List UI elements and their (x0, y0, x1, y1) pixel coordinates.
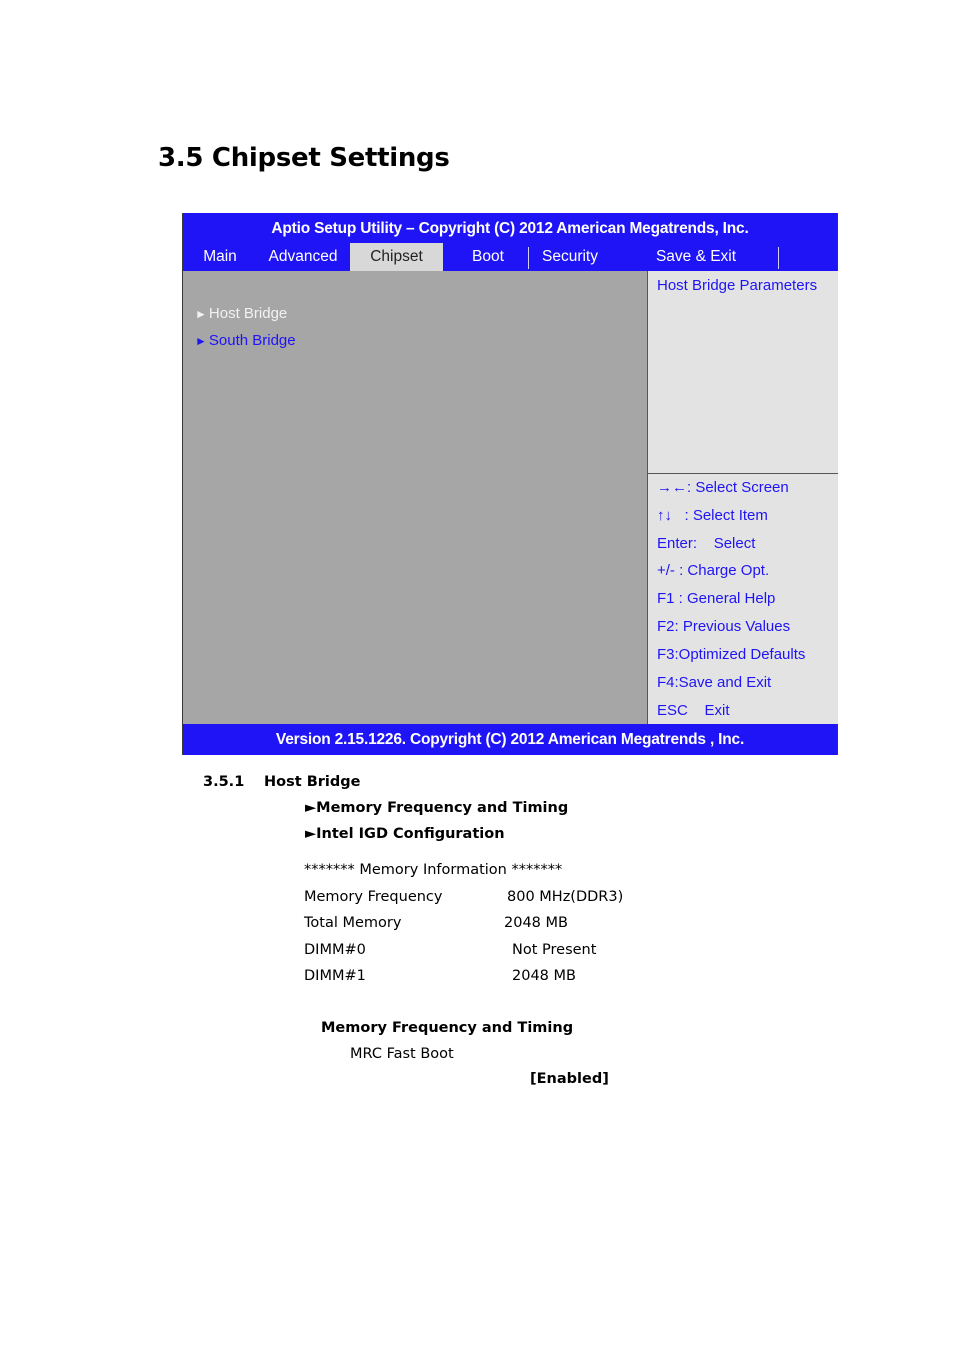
help-title: Host Bridge Parameters (657, 277, 818, 294)
tab-advanced[interactable]: Advanced (268, 248, 338, 265)
bios-help-pane (647, 271, 838, 724)
key-hint: +/- : Charge Opt. (657, 562, 770, 579)
key-hint: →←: Select Screen (657, 479, 789, 496)
arrow-right-icon: ► (195, 334, 207, 348)
tab-chipset[interactable]: Chipset (350, 243, 443, 271)
tab-boot[interactable]: Boot (472, 248, 504, 265)
memory-label: Memory Frequency (304, 889, 443, 905)
bios-title-bar: Aptio Setup Utility – Copyright (C) 2012 American Megatrends, Inc. (183, 213, 837, 243)
mrc-fast-boot-label: MRC Fast Boot (350, 1046, 454, 1062)
memory-value: 2048 MB (512, 968, 576, 984)
mrc-fast-boot-value: [Enabled] (530, 1071, 609, 1087)
menu-item-host-bridge[interactable]: ► Host Bridge (195, 305, 288, 322)
bios-footer-bar: Version 2.15.1226. Copyright (C) 2012 American Megatrends , Inc. (183, 724, 837, 755)
page-title: 3.5 Chipset Settings (158, 143, 450, 173)
arrow-right-icon: ► (195, 307, 207, 321)
bios-screenshot (182, 213, 838, 755)
tab-main[interactable]: Main (203, 248, 237, 265)
bios-menu-pane (183, 271, 646, 724)
key-hint: F4:Save and Exit (657, 674, 772, 691)
memory-value: 2048 MB (504, 915, 568, 931)
memory-label: DIMM#1 (304, 968, 366, 984)
key-hint: F1 : General Help (657, 590, 776, 607)
key-hint: ↑↓ : Select Item (657, 507, 768, 524)
tab-separator (528, 247, 529, 269)
memory-info-header: ******* Memory Information ******* (304, 862, 563, 878)
key-hint: F3:Optimized Defaults (657, 646, 806, 663)
link-intel-igd[interactable]: ►Intel IGD Configuration (305, 826, 505, 842)
subsection-number: 3.5.1 (203, 774, 245, 790)
tab-save-exit[interactable]: Save & Exit (655, 248, 737, 265)
key-hint: ESC Exit (657, 702, 730, 719)
key-hint: Enter: Select (657, 535, 756, 552)
bios-tab-bar (183, 243, 837, 271)
key-hint: F2: Previous Values (657, 618, 791, 635)
mft-heading: Memory Frequency and Timing (321, 1020, 574, 1036)
memory-label: DIMM#0 (304, 942, 366, 958)
tab-security[interactable]: Security (542, 248, 598, 265)
link-memory-frequency[interactable]: ►Memory Frequency and Timing (305, 800, 569, 816)
menu-item-south-bridge[interactable]: ► South Bridge (195, 332, 296, 349)
memory-label: Total Memory (304, 915, 402, 931)
subsection-title: Host Bridge (264, 774, 361, 790)
memory-value: 800 MHz(DDR3) (507, 889, 624, 905)
memory-value: Not Present (512, 942, 597, 958)
help-divider (648, 473, 838, 474)
tab-separator (778, 247, 779, 269)
